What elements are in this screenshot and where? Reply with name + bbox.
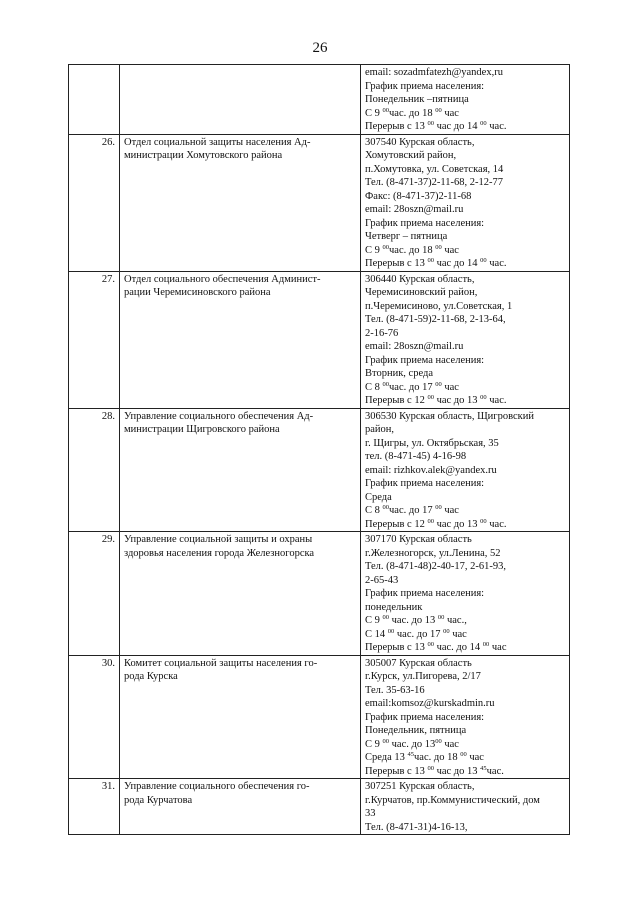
row-number: 26. (69, 134, 120, 271)
contact-info (361, 271, 570, 408)
organization-name (120, 271, 361, 408)
contact-line: С 9 $^{00}$ час. до 13 $^{00}$ час., (365, 614, 467, 626)
row-number: 28. (69, 408, 120, 532)
contact-line: email: 28oszn@mail.ru (365, 341, 464, 352)
organization-line: здоровья населения города Железногорска (124, 547, 315, 559)
contact-line: Факс: (8-471-37)2-11-68 (365, 190, 472, 202)
organization-line: Управление социальной защиты и охраны (124, 534, 313, 545)
organization-name (120, 408, 361, 532)
contact-line: район, (365, 424, 395, 435)
organization-line: Управление социального обеспечения Ад- (124, 410, 314, 422)
superscript-minutes: 45 (480, 764, 487, 772)
contact-line: График приема населения: (365, 711, 485, 723)
superscript-minutes: 00 (480, 120, 487, 127)
organization-line: рации Черемисиновского района (124, 287, 271, 298)
contact-line: тел. (8-471-45) 4-16-98 (365, 451, 467, 462)
superscript-minutes: 00 (382, 737, 390, 745)
contact-line: п.Хомутовка, ул. Советская, 14 (365, 163, 504, 175)
superscript-minutes: 00 (435, 243, 442, 251)
superscript-minutes: 00 (387, 627, 395, 635)
superscript-minutes: 00 (382, 243, 390, 251)
superscript-minutes: 00 (437, 614, 445, 621)
superscript-minutes: 00 (382, 504, 390, 511)
contact-line: 306440 Курская область, (365, 273, 475, 285)
superscript-minutes: 00 (382, 106, 390, 114)
contact-line: 307540 Курская область, (365, 136, 475, 148)
contact-line: Перерыв с 13 $^{00}$ час до 14 $^{00}$ час. (365, 120, 507, 132)
superscript-minutes: 00 (427, 257, 434, 264)
contact-line: 2-65-43 (365, 574, 399, 586)
table-row (69, 134, 570, 271)
contact-line: п.Черемисиново, ул.Советская, 1 (365, 300, 513, 312)
contact-line: Черемисиновский район, (365, 287, 478, 298)
contact-line: 306530 Курская область, Щигровский (365, 410, 534, 422)
contact-info (361, 65, 570, 135)
contact-line: г. Щигры, ул. Октябрьская, 35 (365, 437, 499, 449)
superscript-minutes: 00 (460, 751, 467, 758)
contact-line: понедельник (365, 601, 423, 613)
contact-line: email: 28oszn@mail.ru (365, 204, 464, 215)
superscript-minutes: 00 (443, 627, 450, 635)
superscript-minutes: 00 (427, 394, 434, 401)
organization-line: министрации Хомутовского района (124, 150, 283, 161)
contact-line: 307251 Курская область, (365, 781, 475, 792)
superscript-minutes: 45 (407, 751, 415, 758)
contact-line: Перерыв с 13 $^{00}$ час. до 14 $^{00}$ час (365, 641, 507, 653)
superscript-minutes: 00 (427, 641, 434, 648)
contact-line: С 14 $^{00}$ час. до 17 $^{00}$ час (365, 627, 467, 640)
contact-line: График приема населения: (365, 354, 485, 366)
contact-line: Перерыв с 13 $^{00}$ час до 14 $^{00}$ час. (365, 257, 507, 269)
organization-name (120, 134, 361, 271)
contact-line: С 9 $^{00}$час. до 18 $^{00}$ час (365, 106, 459, 119)
organization-line: Комитет социальной защиты населения го- (124, 657, 318, 669)
contact-line: Перерыв с 13 $^{00}$ час до 13 $^{45}$час. (365, 764, 504, 777)
row-number: 27. (69, 271, 120, 408)
superscript-minutes: 00 (480, 394, 487, 401)
superscript-minutes: 00 (427, 764, 434, 772)
contact-line: График приема населения: (365, 80, 485, 92)
contact-line: 307170 Курская область (365, 534, 472, 545)
contact-line: Четверг – пятница (365, 231, 448, 242)
contact-line: Тел. 35-63-16 (365, 684, 425, 696)
superscript-minutes: 00 (427, 120, 434, 127)
superscript-minutes: 00 (482, 641, 490, 648)
superscript-minutes: 00 (427, 517, 434, 525)
contact-line: График приема населения: (365, 478, 485, 489)
contact-line: С 9 $^{00}$час. до 18 $^{00}$ час (365, 243, 459, 256)
row-number: 30. (69, 655, 120, 779)
table-row (69, 408, 570, 532)
organization-name (120, 532, 361, 656)
organization-line: Управление социального обеспечения го- (124, 781, 310, 792)
table-row (69, 532, 570, 656)
contact-line: Среда 13 $^{45}$час. до 18 $^{00}$ час (365, 751, 484, 763)
contact-info (361, 532, 570, 656)
superscript-minutes: 00 (435, 504, 442, 511)
superscript-minutes: 00 (435, 737, 442, 745)
directory-table (68, 64, 570, 835)
page-number: 26 (312, 40, 328, 56)
contact-line: Понедельник –пятница (365, 94, 469, 105)
row-number: 31. (69, 779, 120, 835)
contact-line: Тел. (8-471-37)2-11-68, 2-12-77 (365, 177, 503, 188)
contact-line: Тел. (8-471-48)2-40-17, 2-61-93, (365, 561, 507, 572)
contact-info (361, 134, 570, 271)
contact-line: Вторник, среда (365, 368, 433, 379)
contact-line: График приема населения: (365, 217, 485, 229)
contact-line: email: rizhkov.alek@yandex.ru (365, 464, 497, 476)
organization-line: министрации Щигровского района (124, 424, 280, 435)
table-body (69, 65, 570, 835)
contact-line: Тел. (8-471-31)4-16-13, (365, 821, 468, 833)
superscript-minutes: 00 (435, 380, 442, 388)
superscript-minutes: 00 (480, 257, 487, 264)
contact-line: г.Курск, ул.Пигорева, 2/17 (365, 671, 481, 682)
row-number (69, 65, 120, 135)
contact-line: Понедельник, пятница (365, 725, 467, 736)
superscript-minutes: 00 (382, 614, 390, 621)
contact-line: Хомутовский район, (365, 150, 457, 161)
organization-name (120, 65, 361, 135)
contact-line: Перерыв с 12 $^{00}$ час до 13 $^{00}$ час. (365, 394, 507, 406)
contact-info (361, 408, 570, 532)
organization-line: рода Курска (124, 671, 178, 682)
contact-line: Тел. (8-471-59)2-11-68, 2-13-64, (365, 314, 506, 325)
organization-name (120, 655, 361, 779)
superscript-minutes: 00 (480, 517, 487, 525)
contact-line: С 9 $^{00}$ час. до $13^{00}$ час (365, 737, 459, 750)
organization-name (120, 779, 361, 835)
superscript-minutes: 00 (382, 380, 390, 388)
contact-line: С 8 $^{00}$час. до 17 $^{00}$ час (365, 380, 459, 393)
contact-line: 2-16-76 (365, 327, 399, 339)
table-row (69, 65, 570, 135)
contact-line: 33 (365, 808, 376, 819)
table-row (69, 655, 570, 779)
organization-line: Отдел социального обеспечения Админист- (124, 273, 321, 285)
contact-line: 305007 Курская область (365, 657, 472, 669)
contact-line: Среда (365, 491, 392, 503)
contact-line: email: sozadmfatezh@yandex,ru (365, 67, 503, 78)
contact-line: С 8 $^{00}$час. до 17 $^{00}$ час (365, 504, 459, 516)
contact-info (361, 655, 570, 779)
table-row (69, 271, 570, 408)
contact-info (361, 779, 570, 835)
contact-line: Перерыв с 12 $^{00}$ час до 13 $^{00}$ час. (365, 517, 507, 530)
superscript-minutes: 00 (435, 106, 442, 114)
row-number: 29. (69, 532, 120, 656)
organization-line: рода Курчатова (124, 794, 193, 806)
contact-line: График приема населения: (365, 588, 485, 599)
organization-line: Отдел социальной защиты населения Ад- (124, 136, 311, 148)
contact-line: email:komsoz@kurskadmin.ru (365, 698, 495, 709)
table-row (69, 779, 570, 835)
contact-line: г.Железногорск, ул.Ленина, 52 (365, 547, 501, 559)
contact-line: г.Курчатов, пр.Коммунистический, дом (365, 794, 540, 806)
